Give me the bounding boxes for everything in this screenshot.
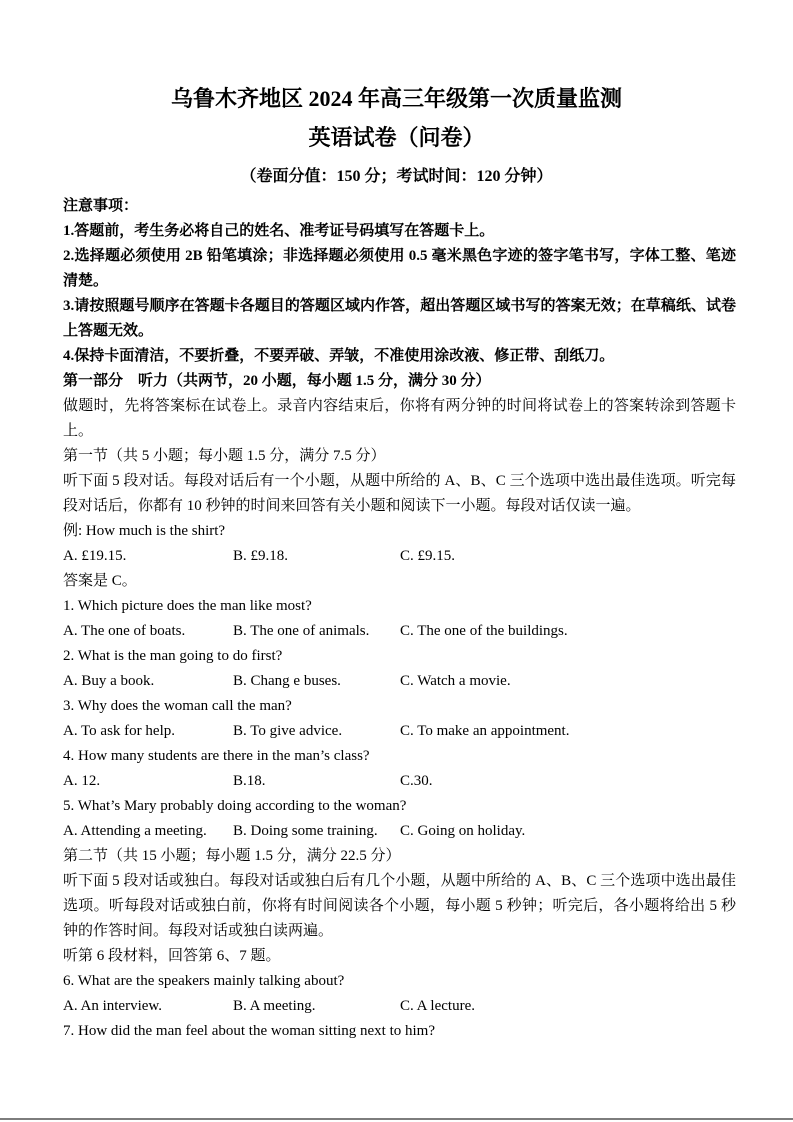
question-1-prompt: 1. Which picture does the man like most? (63, 598, 312, 614)
question-2-options-row (63, 669, 736, 694)
example-option-c: C. £9.15. (400, 548, 456, 564)
section2-material-note: 听第 6 段材料，回答第 6、7 题。 (63, 948, 281, 964)
section1-heading: 第一节（共 5 小题；每小题 1.5 分，满分 7.5 分） (63, 448, 386, 464)
exam-body (63, 194, 736, 1044)
question-4-option-c: C.30. (400, 773, 433, 789)
question-5-option-c: C. Going on holiday. (400, 823, 526, 839)
question-5-option-b: B. Doing some training. (233, 823, 378, 839)
question-3-options-row (63, 719, 736, 744)
question-6-option-a: A. An interview. (63, 998, 163, 1014)
question-4-option-a: A. 12. (63, 773, 101, 789)
question-2-option-c: C. Watch a movie. (400, 673, 511, 689)
example-options-row (63, 544, 736, 569)
notice-item-3: 3.请按照题号顺序在答题卡各题目的答题区域内作答，超出答题区域书写的答案无效；在草稿纸、试卷上答题无效。 (63, 298, 736, 339)
question-3-prompt: 3. Why does the woman call the man? (63, 698, 292, 714)
exam-title-line2: 英语试卷（问卷） (308, 125, 485, 150)
question-5-options-row (63, 819, 736, 844)
example-prompt: 例: How much is the shirt? (63, 523, 226, 539)
question-7-prompt: 7. How did the man feel about the woman sitting next to him? (63, 1023, 436, 1039)
question-6-prompt: 6. What are the speakers mainly talking about? (63, 973, 345, 989)
question-3-option-a: A. To ask for help. (63, 723, 175, 739)
part1-heading: 第一部分 听力（共两节，20 小题，每小题 1.5 分，满分 30 分） (63, 373, 491, 389)
page-bottom-divider (0, 1118, 793, 1120)
question-5-option-a: A. Attending a meeting. (63, 823, 207, 839)
question-3-option-c: C. To make an appointment. (400, 723, 570, 739)
notice-heading: 注意事项： (63, 198, 139, 214)
question-6-options-row (63, 994, 736, 1019)
question-4-options-row (63, 769, 736, 794)
example-answer: 答案是 C。 (63, 573, 137, 589)
section2-heading: 第二节（共 15 小题；每小题 1.5 分，满分 22.5 分） (63, 848, 401, 864)
question-2-option-a: A. Buy a book. (63, 673, 155, 689)
exam-score-time-line: （卷面分值：150 分；考试时间：120 分钟） (240, 168, 553, 185)
notice-item-2: 2.选择题必须使用 2B 铅笔填涂；非选择题必须使用 0.5 毫米黑色字迹的签字笔书写，字体工整、笔迹清楚。 (63, 248, 736, 289)
question-2-prompt: 2. What is the man going to do first? (63, 648, 283, 664)
section1-instructions: 听下面 5 段对话。每段对话后有一个小题，从题中所给的 A、B、C 三个选项中选出最佳选项。听完每段对话后，你都有 10 秒钟的时间来回答有关小题和阅读下一小题。每段对话仅读一遍。 (63, 473, 736, 514)
question-6-option-c: C. A lecture. (400, 998, 475, 1014)
question-3-option-b: B. To give advice. (233, 723, 343, 739)
question-1-option-b: B. The one of animals. (233, 623, 370, 639)
question-1-options-row (63, 619, 736, 644)
question-4-option-b: B.18. (233, 773, 266, 789)
question-2-option-b: B. Chang e buses. (233, 673, 341, 689)
exam-title-line1: 乌鲁木齐地区 2024 年高三年级第一次质量监测 (170, 86, 622, 111)
example-option-b: B. £9.18. (233, 548, 289, 564)
question-1-option-c: C. The one of the buildings. (400, 623, 568, 639)
question-1-option-a: A. The one of boats. (63, 623, 186, 639)
question-6-option-b: B. A meeting. (233, 998, 316, 1014)
question-4-prompt: 4. How many students are there in the man’s class? (63, 748, 370, 764)
listening-transfer-note: 做题时，先将答案标在试卷上。录音内容结束后，你将有两分钟的时间将试卷上的答案转涂到答题卡上。 (63, 398, 736, 439)
section2-instructions: 听下面 5 段对话或独白。每段对话或独白后有几个小题，从题中所给的 A、B、C 三个选项中选出最佳选项。听每段对话或独白前，你将有时间阅读各个小题，每小题 5 秒钟；听完后，各小题将给出 5 秒钟的作答时间。每段对话或独白读两遍。 (63, 873, 736, 939)
example-option-a: A. £19.15. (63, 548, 127, 564)
question-5-prompt: 5. What’s Mary probably doing according to the woman? (63, 798, 407, 814)
notice-item-1: 1.答题前，考生务必将自己的姓名、准考证号码填写在答题卡上。 (63, 223, 495, 239)
notice-item-4: 4.保持卡面清洁，不要折叠，不要弄破、弄皱，不准使用涂改液、修正带、刮纸刀。 (63, 348, 615, 364)
